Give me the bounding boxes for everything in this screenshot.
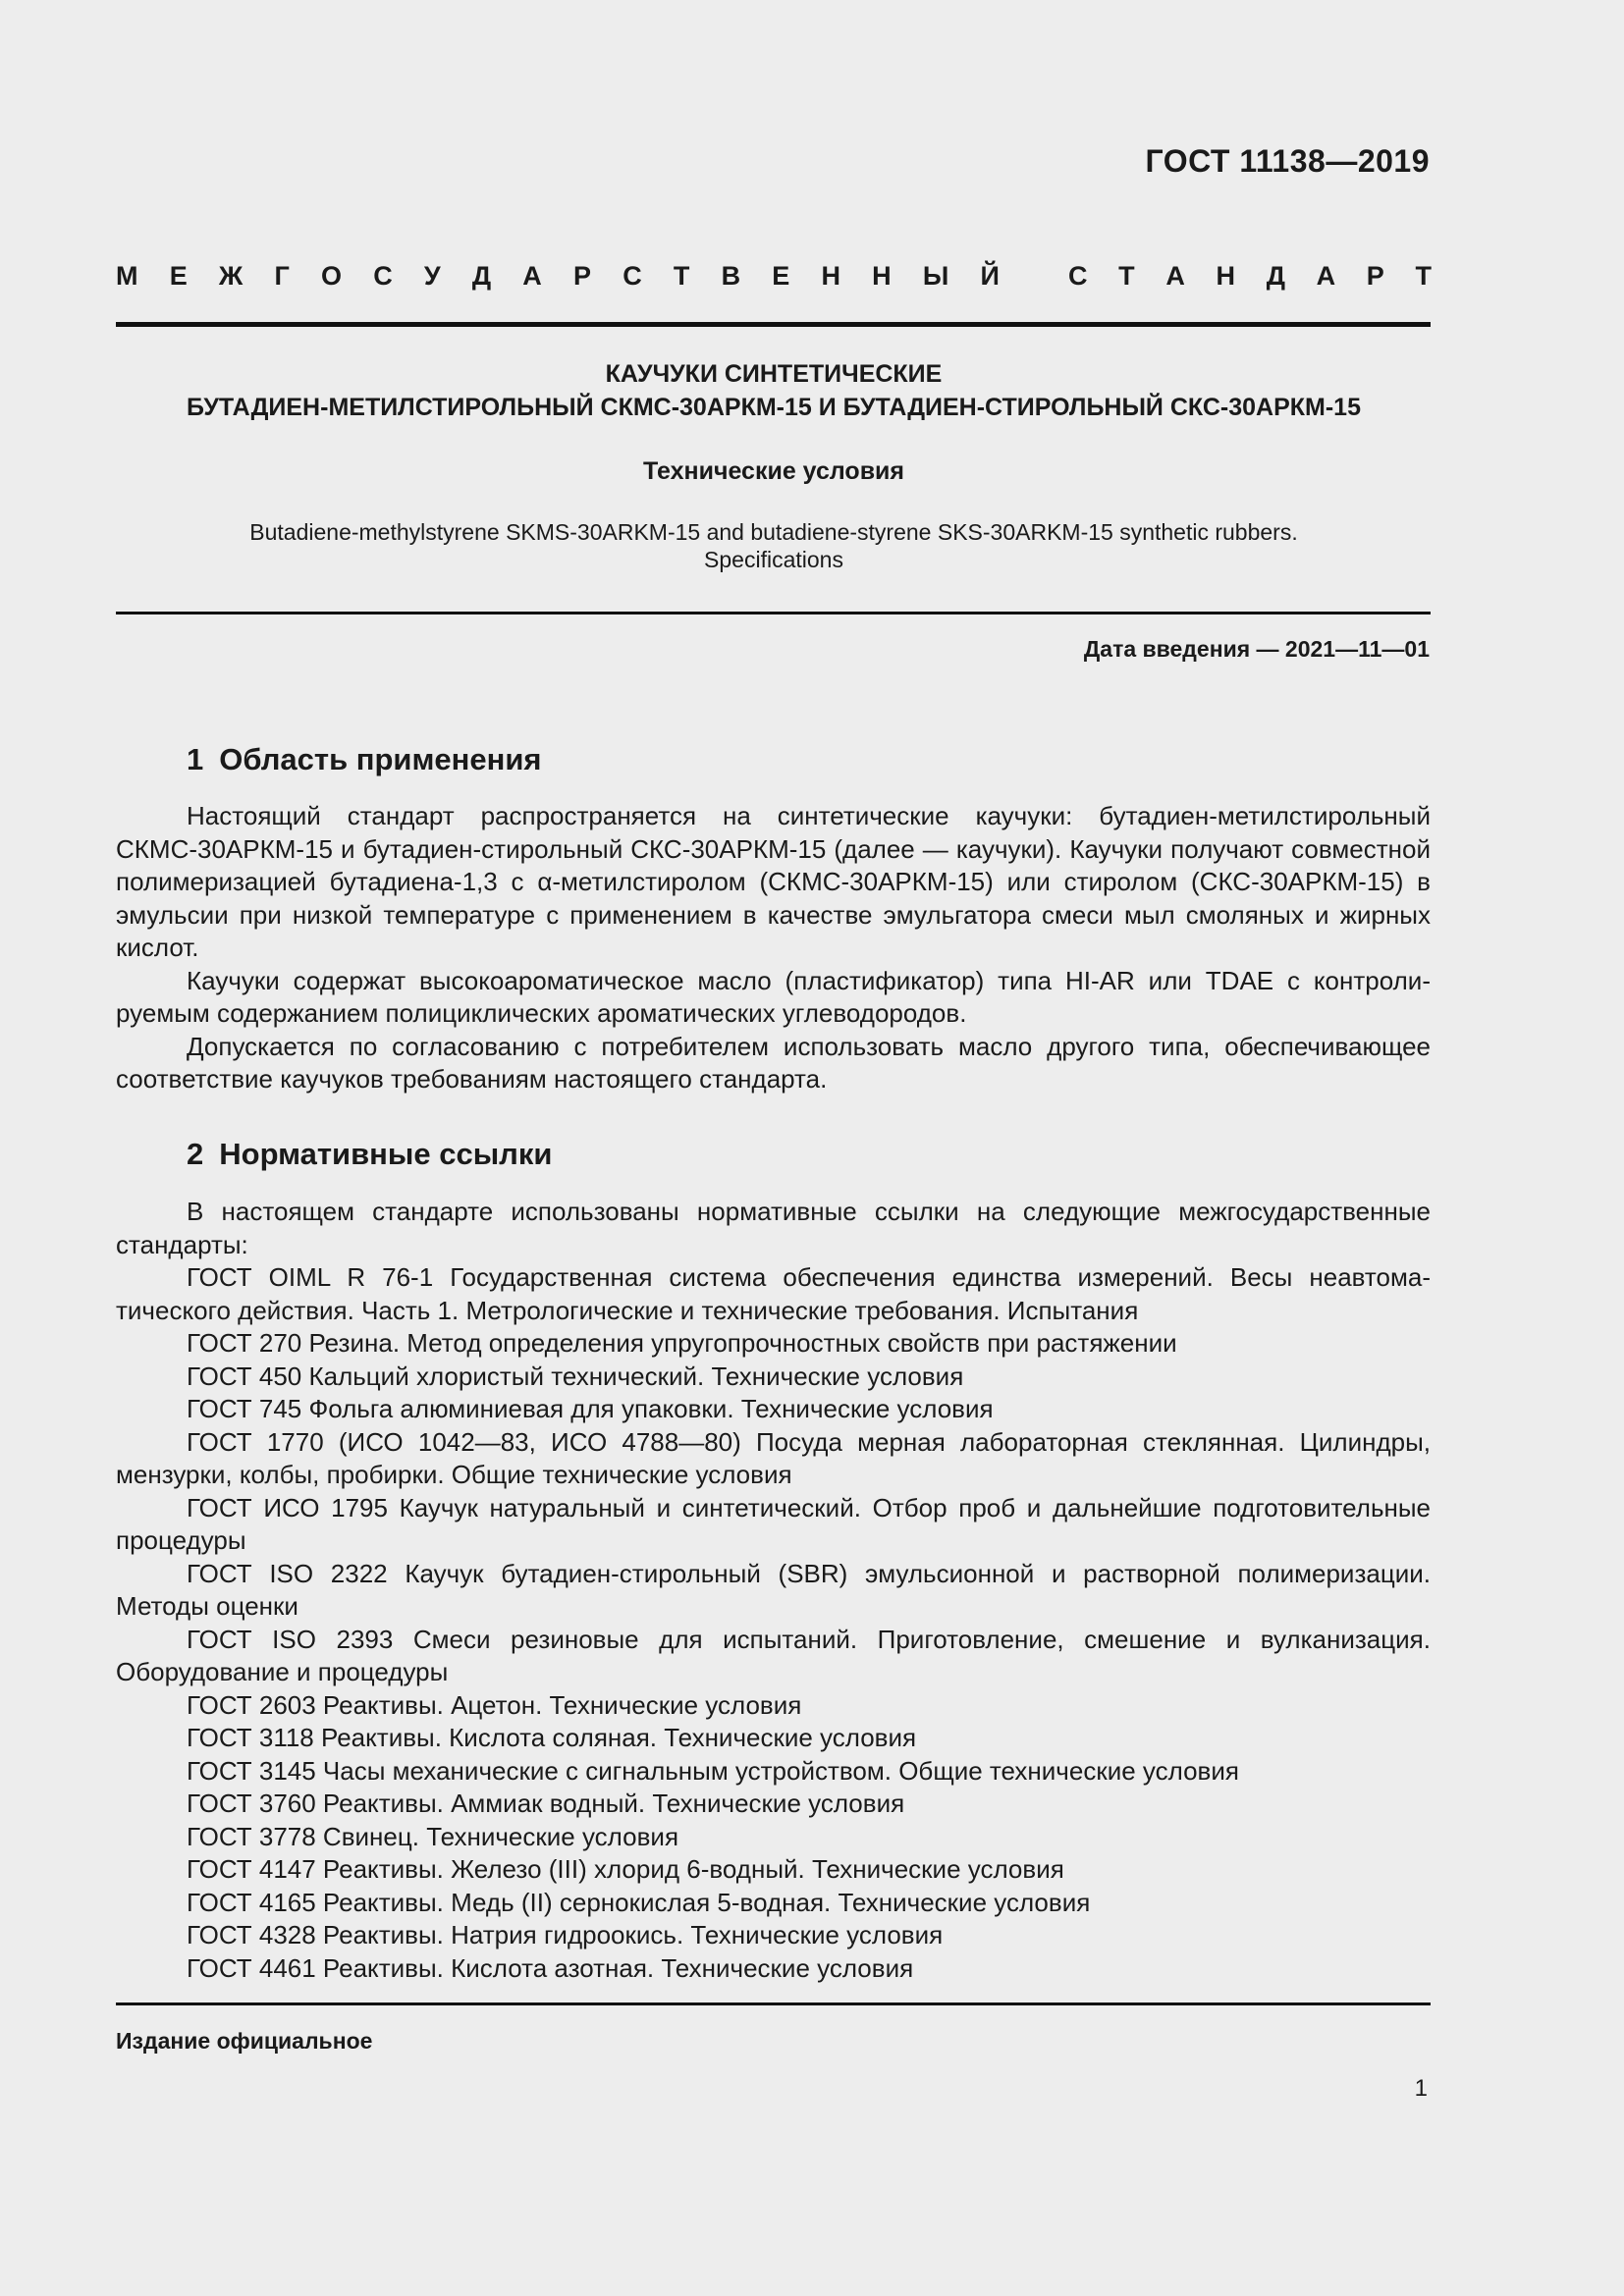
section-2-heading: [187, 1137, 552, 1172]
heading-letter: Н: [872, 261, 892, 291]
reference-item: ГОСТ 4165 Реактивы. Медь (II) сернокислая 5-водная. Технические условия: [187, 1887, 1091, 1917]
reference-item: ГОСТ 4461 Реактивы. Кислота азотная. Технические условия: [187, 1952, 914, 1983]
title-line-2: БУТАДИЕН-МЕТИЛСТИРОЛЬНЫЙ СКМС-30АРКМ-15 И БУТАДИЕН-СТИРОЛЬНЫЙ СКС-30АРКМ-15: [187, 394, 1361, 421]
document-subtitle: Технические условия: [642, 457, 905, 485]
heading-letter: С: [373, 261, 393, 291]
interstate-word: [116, 261, 1000, 292]
document-number: ГОСТ 11138—2019: [1145, 143, 1430, 179]
heading-letter: А: [522, 261, 542, 291]
heading-letter: Д: [1266, 261, 1285, 291]
reference-item: ГОСТ ISO 2322 Каучук бутадиен-стирольный (SBR) эмульсионной и растворной полимеризации. Методы оценки: [116, 1558, 1431, 1621]
reference-item: ГОСТ ISO 2393 Смеси резиновые для испытаний. Приготовление, смешение и вулканизация. Оборудование и процедуры: [116, 1624, 1431, 1686]
heading-letter: Р: [1366, 261, 1384, 291]
heading-letter: Г: [274, 261, 290, 291]
heading-letter: Н: [1216, 261, 1236, 291]
footer-rule: [116, 2002, 1431, 2005]
heading-letter: А: [1316, 261, 1336, 291]
section-number: 1: [187, 742, 204, 776]
reference-item: ГОСТ 1770 (ИСО 1042—83, ИСО 4788—80) Посуда мерная лабораторная стеклянная. Цилиндры, мензурки, колбы, пробирки. Общие технические условия: [116, 1426, 1431, 1489]
heading-letter: А: [1165, 261, 1185, 291]
heading-letter: Ы: [922, 261, 949, 291]
heading-letter: Е: [772, 261, 790, 291]
paragraph: В настоящем стандарте использованы нормативные ссылки на следующие межгосударственные стандарты:: [116, 1197, 1431, 1259]
document-title: [116, 357, 1432, 424]
reference-item: ГОСТ 270 Резина. Метод определения упругопрочностных свойств при растяжении: [187, 1328, 1177, 1358]
reference-item: ГОСТ 4328 Реактивы. Натрия гидроокись. Технические условия: [187, 1920, 944, 1949]
header-rule: [116, 322, 1431, 327]
section-title: Нормативные ссылки: [219, 1137, 553, 1171]
heading-letter: Й: [980, 261, 1000, 291]
heading-letter: У: [423, 261, 441, 291]
interstate-standard-heading: [116, 261, 1432, 292]
reference-item: ГОСТ 4147 Реактивы. Железо (III) хлорид 6-водный. Технические условия: [187, 1854, 1064, 1884]
heading-letter: Д: [471, 261, 492, 291]
section-number: 2: [187, 1137, 204, 1171]
reference-item: ГОСТ 450 Кальций хлористый технический. Технические условия: [187, 1361, 964, 1391]
reference-item: ГОСТ 3778 Свинец. Технические условия: [187, 1821, 679, 1851]
reference-item: ГОСТ 3760 Реактивы. Аммиак водный. Технические условия: [187, 1789, 905, 1818]
section-1-heading: [187, 742, 542, 777]
heading-letter: Н: [821, 261, 840, 291]
standard-word: [1068, 261, 1432, 292]
section-2-body: [116, 1196, 1431, 1985]
reference-item: ГОСТ OIML R 76-1 Государственная система обеспечения единства измерений. Весы неавтоматического действия. Часть 1. Метрологические и технические требования. Испытания: [116, 1262, 1431, 1325]
paragraph: Допускается по согласованию с потребителем использовать масло другого типа, обеспечивающее соответствие каучуков требованиям настоящего стандарта.: [116, 1031, 1431, 1094]
heading-letter: В: [721, 261, 741, 291]
heading-letter: Т: [1118, 261, 1135, 291]
reference-list: [116, 1261, 1431, 1985]
heading-letter: С: [1068, 261, 1088, 291]
english-title-line-2: Specifications: [704, 547, 843, 572]
paragraph: Настоящий стандарт распространяется на синтетические каучуки: бутадиен-метилстирольный СКМС-30АРКМ-15 и бутадиен-стирольный СКС-30АРКМ-15 (далее — каучуки). Каучуки получают совместной полимеризацией бутадиена-1,3 с α-метилстиролом (СКМС-30АРКМ-15) или стиролом (СКС-30АРКМ-15) в эмульсии при низкой температуре с применением в качестве эмульгатора смеси мыл смоляных и жирных кислот.: [116, 801, 1431, 962]
heading-letter: Ж: [218, 261, 244, 291]
reference-item: ГОСТ 3118 Реактивы. Кислота соляная. Технические условия: [187, 1723, 917, 1752]
heading-letter: Р: [572, 261, 591, 291]
heading-letter: Т: [1415, 261, 1432, 291]
page-number: 1: [1414, 2075, 1428, 2102]
reference-item: ГОСТ ИСО 1795 Каучук натуральный и синтетический. Отбор проб и дальнейшие подготовительные процедуры: [116, 1492, 1431, 1555]
title-line-1: КАУЧУКИ СИНТЕТИЧЕСКИЕ: [605, 360, 943, 388]
section-title: Область применения: [219, 742, 542, 776]
section-1-body: [116, 800, 1431, 1096]
reference-item: ГОСТ 2603 Реактивы. Ацетон. Технические условия: [187, 1689, 802, 1720]
paragraph: Каучуки содержат высокоароматическое масло (пластификатор) типа HI-AR или TDAE с контролируемым содержанием полициклических ароматических углеводородов.: [116, 965, 1431, 1028]
heading-letter: М: [116, 261, 138, 291]
heading-letter: Т: [673, 261, 690, 291]
official-edition-label: Издание официальное: [116, 2028, 373, 2054]
title-rule: [116, 612, 1431, 614]
heading-letter: О: [320, 261, 342, 291]
reference-item: ГОСТ 3145 Часы механические с сигнальным устройством. Общие технические условия: [187, 1755, 1239, 1786]
english-title-line-1: Butadiene-methylstyrene SKMS-30ARKM-15 and butadiene-styrene SKS-30ARKM-15 synthetic rubbers.: [249, 519, 1298, 545]
english-title: [116, 518, 1432, 573]
heading-letter: Е: [169, 261, 188, 291]
reference-item: ГОСТ 745 Фольга алюминиевая для упаковки. Технические условия: [187, 1394, 994, 1423]
introduction-date: Дата введения — 2021—11—01: [1083, 636, 1430, 662]
heading-letter: С: [623, 261, 642, 291]
